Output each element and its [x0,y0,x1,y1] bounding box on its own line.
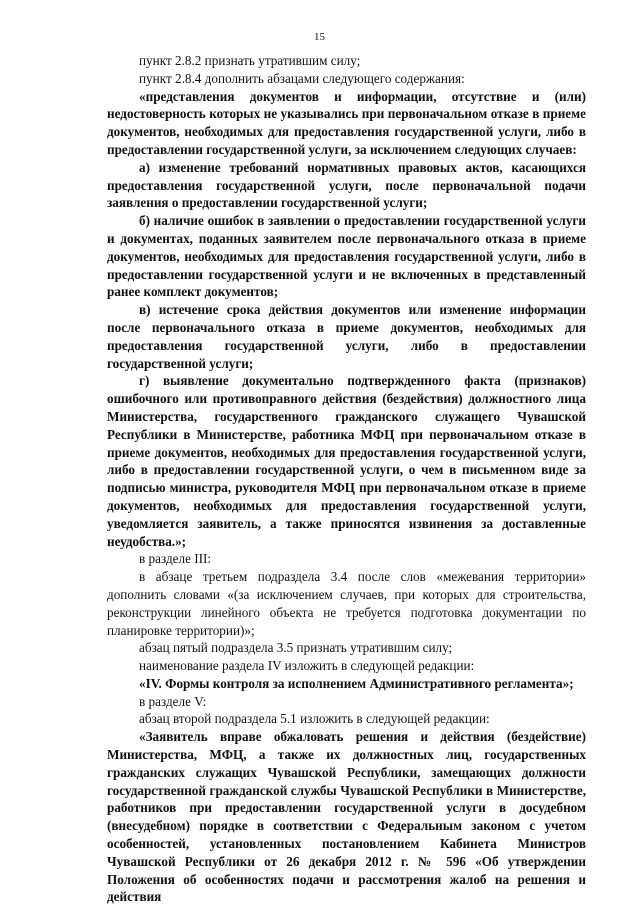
paragraph: г) выявление документально подтвержденного факта (признаков) ошибочного или противоправного действия (бездействия) должностного лица Министерства, государственного гражданского служащего Чувашской Республики в Министерстве, работника МФЦ при первоначальном отказе в приеме документов, необходимых для предоставления государственной услуги, либо в предоставлении государственной услуги, о чем в письменном виде за подписью министра, руководителя МФЦ при первоначальном отказе в приеме документов, необходимых для предоставления государственной услуги, уведомляется заявитель, а также приносятся извинения за доставленные неудобства.»; [107,373,586,549]
paragraph: наименование раздела IV изложить в следующей редакции: [139,658,475,674]
paragraph: «Заявитель вправе обжаловать решения и действия (бездействие) Министерства, МФЦ, а также их должностных лиц, государственных гражданских служащих Чувашской Республики, замещающих должности государственной гражданской службы Чувашской Республики в Министерстве, работников при предоставлении государственной услуги в досудебном (внесудебном) порядке в соответствии с Федеральным законом с учетом особенностей, установленных постановлением Кабинета Министров Чувашской Республики от 26 декабря 2012 г. № 596 «Об утверждении Положения об особенностях подачи и рассмотрения жалоб на решения и действия [107,729,586,905]
paragraph: а) изменение требований нормативных правовых актов, касающихся предоставления государственной услуги, после первоначальной подачи заявления о предоставлении государственной услуги; [107,159,586,211]
paragraph: в разделе III: [139,551,212,567]
paragraph: пункт 2.8.2 признать утратившим силу; [139,53,361,68]
paragraph: абзац пятый подраздела 3.5 признать утратившим силу; [139,640,453,656]
page-number: 15 [314,31,325,43]
paragraph: в разделе V: [139,693,207,709]
document-body [107,52,586,906]
paragraph: б) наличие ошибок в заявлении о предоставлении государственной услуги и документах, поданных заявителем после первоначального отказа в приеме документов, необходимых для предоставления государственной услуги, либо в предоставлении государственной услуги и не включенных в представленный ранее комплект документов; [107,213,586,300]
paragraph: в абзаце третьем подраздела 3.4 после слов «межевания территории» дополнить словами «(за исключением случаев, при которых для строительства, реконструкции линейного объекта не требуется подготовка документации по планировке территории)»; [107,569,586,638]
paragraph: «IV. Формы контроля за исполнением Административного регламента»; [139,675,574,691]
paragraph: абзац второй подраздела 5.1 изложить в следующей редакции: [139,711,490,727]
paragraph: пункт 2.8.4 дополнить абзацами следующего содержания: [139,70,465,86]
paragraph: в) истечение срока действия документов или изменение информации после первоначального отказа в приеме документов, необходимых для предоставления государственной услуги, либо в предоставлении государственной услуги; [107,302,586,371]
paragraph: «представления документов и информации, отсутствие и (или) недостоверность которых не указывались при первоначальном отказе в приеме документов, необходимых для предоставления государственной услуги, либо в предоставлении государственной услуги, за исключением следующих случаев: [107,88,586,157]
